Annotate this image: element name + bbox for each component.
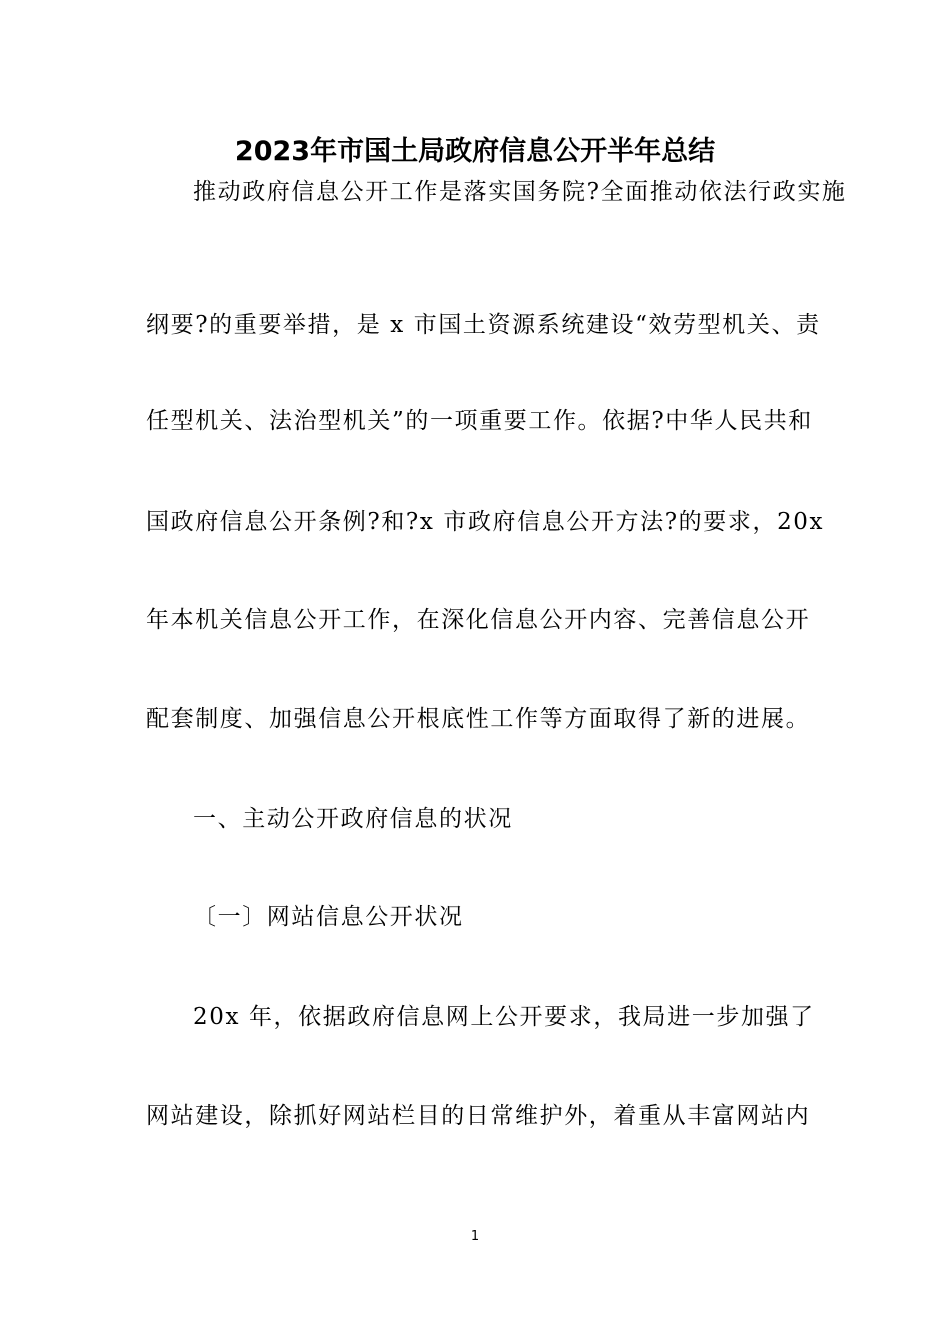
paragraph-line: 推动政府信息公开工作是落实国务院?全面推动依法行政实施: [193, 179, 847, 205]
paragraph-line: 纲要?的重要举措，是 x 市国土资源系统建设“效劳型机关、责: [146, 312, 821, 338]
paragraph-line: 任型机关、法治型机关”的一项重要工作。依据?中华人民共和: [146, 408, 813, 434]
page-number: 1: [470, 1229, 480, 1244]
document-title: 2023年市国土局政府信息公开半年总结: [234, 136, 716, 167]
paragraph-line: 网站建设，除抓好网站栏目的日常维护外，着重从丰富网站内: [146, 1103, 811, 1129]
paragraph-line: 配套制度、加强信息公开根底性工作等方面取得了新的进展。: [146, 706, 811, 732]
paragraph-line: 年本机关信息公开工作，在深化信息公开内容、完善信息公开: [146, 607, 811, 633]
paragraph-line: 国政府信息公开条例?和?x 市政府信息公开方法?的要求，20x: [146, 509, 825, 535]
section-heading: 一、主动公开政府信息的状况: [193, 806, 513, 832]
paragraph-line: 20x 年，依据政府信息网上公开要求，我局进一步加强了: [193, 1004, 815, 1030]
subsection-heading: 〔一〕网站信息公开状况: [193, 904, 464, 930]
